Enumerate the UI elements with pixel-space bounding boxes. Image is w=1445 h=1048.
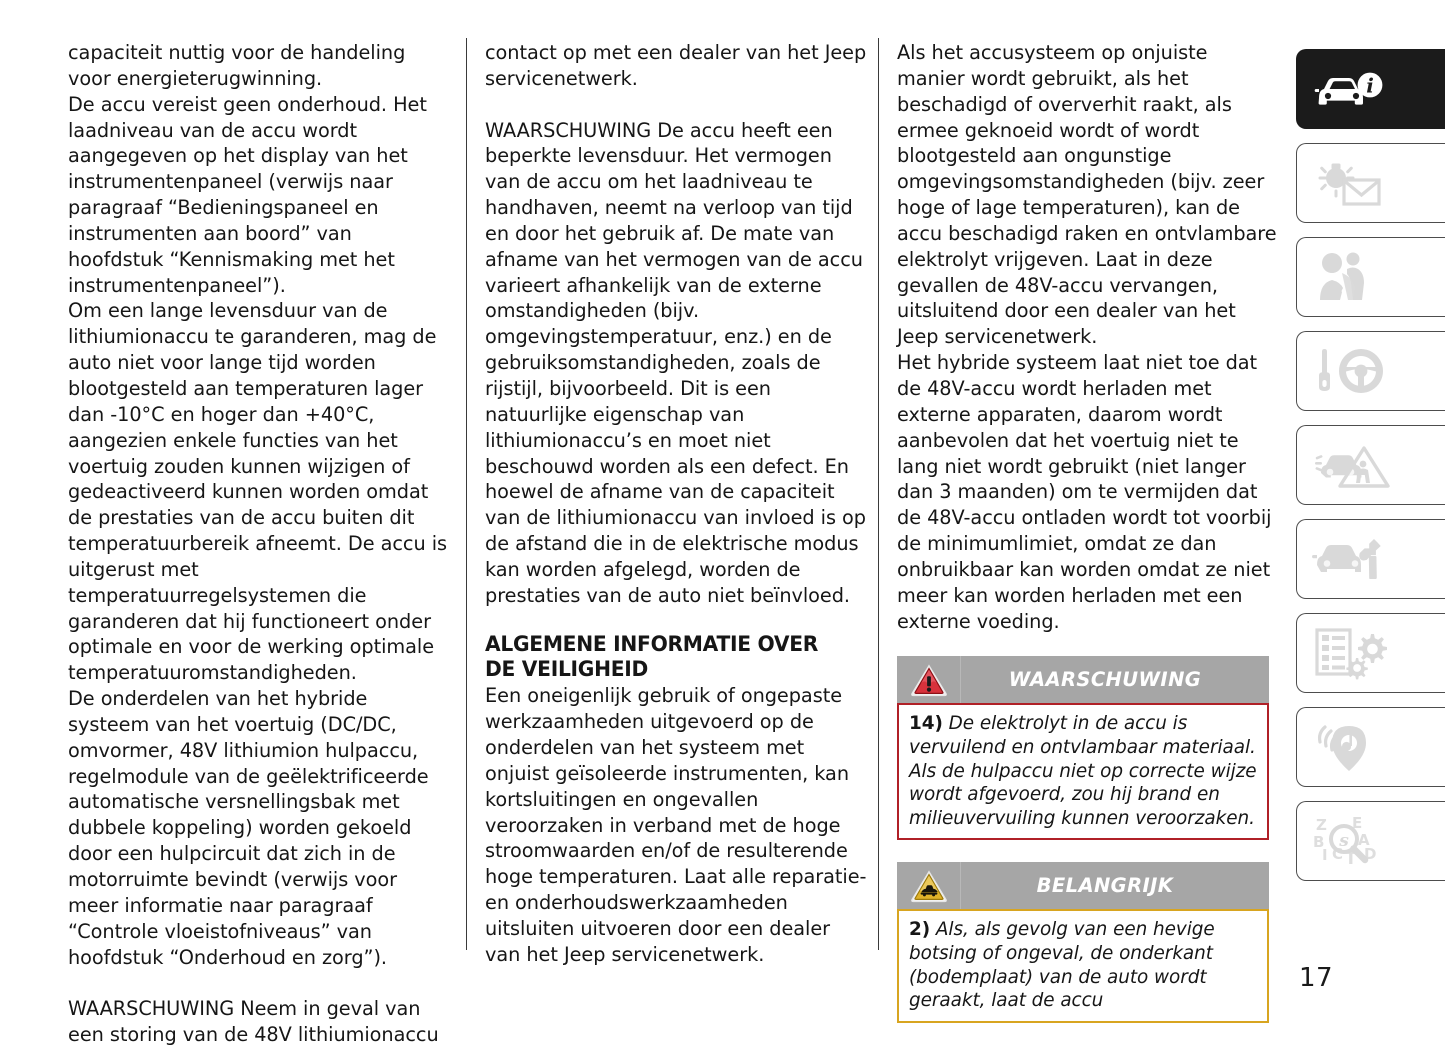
- alphabetical-index-magnifier-icon: [1311, 814, 1397, 868]
- warning-callout-body: [897, 703, 1269, 840]
- text-column-1: [68, 40, 450, 1048]
- svg-text:Z: Z: [1316, 816, 1327, 834]
- sidebar-item-dashboard-warnings[interactable]: [1296, 143, 1445, 223]
- list-gears-icon: [1311, 626, 1393, 680]
- seatbelt-occupant-icon: [1311, 250, 1381, 304]
- sidebar-item-emergency[interactable]: [1296, 425, 1445, 505]
- paragraph: Als het accusysteem op onjuiste manier wordt gebruikt, als het beschadigd of oververhit raakt, als ermee geknoeid wordt of wordt blootgesteld aan ongunstige omgevingsomstandigheden (bijv. zeer hoge of lage temperaturen), kan de accu beschadigd raken en ontvlambare elektrolyt vrijgeven. Laat in deze gevallen de 48V-accu vervangen, uitsluitend door een dealer van het Jeep servicenetwerk.: [897, 41, 1277, 349]
- paragraph: Het hybride systeem laat niet toe dat de 48V-accu wordt herladen met externe apparaten, daarom wordt aanbevolen dat het voertuig niet te lang niet wordt gebruikt (niet langer dan 3 maanden) om te vermijden dat de 48V-accu ontladen wordt tot voorbij de minimumlimiet, omdat ze dan onbruikbaar kan worden omdat ze niet meer kan worden herladen met een externe voeding.: [897, 351, 1272, 633]
- paragraph: Een oneigenlijk gebruik of ongepaste werkzaamheden uitgevoerd op de onderdelen van het systeem met onjuist geïsoleerde instrumenten, kan kortsluitingen en ongevallen veroorzaken in verband met de hoge stroomwaarden en/of de resulterende hoge temperaturen. Laat alle reparatie- en onderhoudswerkzaamheden uitsluiten uitvoeren door een dealer van het Jeep servicenetwerk.: [485, 684, 867, 966]
- svg-text:s: s: [1339, 831, 1349, 851]
- text-column-3: [897, 40, 1279, 1023]
- paragraph: capaciteit nuttig voor de handeling voor energieterugwinning.: [68, 41, 406, 90]
- music-signal-icon: [1311, 720, 1387, 774]
- warning-callout: [897, 656, 1269, 840]
- important-callout-body: [897, 909, 1269, 1022]
- svg-text:i: i: [1366, 73, 1374, 98]
- section-heading: ALGEMENE INFORMATIE OVER DE VEILIGHEID: [485, 630, 819, 681]
- sidebar-item-safety[interactable]: [1296, 237, 1445, 317]
- important-callout-text: Als, als gevolg van een hevige botsing of ongeval, de onderkant (bodemplaat) van de auto wordt geraakt, laat de accu: [909, 919, 1215, 1012]
- important-callout: [897, 862, 1269, 1022]
- important-reference-number: 2): [909, 919, 931, 941]
- paragraph: Om een lange levensduur van de lithiumionaccu te garanderen, mag de auto niet voor lange tijd worden blootgesteld aan temperaturen lager dan -10°C en hoger dan +40°C, aangezien enkele functies van het voertuig zouden kunnen wijzigen of gedeactiveerd kunnen worden omdat de prestaties van de accu buiten dit temperatuurbereik afneemt. De accu is uitgerust met temperatuurregelsystemen die garanderen dat hij functioneert onder optimale en voor de werking optimale temperatuuromstandigheden.: [68, 299, 448, 685]
- column-divider-2: [878, 38, 879, 950]
- sidebar-item-technical-specs[interactable]: [1296, 613, 1445, 693]
- key-steering-wheel-icon: [1311, 345, 1389, 397]
- paragraph: De accu vereist geen onderhoud. Het laadniveau van de accu wordt aangegeven op het display van het instrumentenpaneel (verwijs naar paragraaf “Bedieningspaneel en instrumenten aan boord” van hoofdstuk “Kennismaking met het instrumentenpaneel”).: [68, 92, 427, 297]
- sidebar-item-car-info[interactable]: [1296, 49, 1445, 129]
- page-number: 17: [1299, 963, 1333, 993]
- svg-text:T: T: [1345, 849, 1357, 868]
- warning-paragraph: WAARSCHUWING De accu heeft een beperkte levensduur. Het vermogen van de accu om het laadniveau te handhaven, neemt na verloop van tijd en door het gebruik af. De mate van afname van het vermogen van de accu varieert afhankelijk van de externe omstandigheden (bijv. omgevingstemperatuur, enz.) en de gebruiksomstandigheden, zoals de rijstijl, bijvoorbeeld. Dit is een natuurlijke eigenschap van lithiumionaccu’s en moet niet beschouwd worden als een defect. En hoewel de afname van de capaciteit van de lithiumionaccu van invloed is op de afstand die in de elektrische modus kan worden afgelegd, worden de prestaties van de auto niet beïnvloed.: [485, 118, 866, 607]
- warning-paragraph: WAARSCHUWING Neem in geval van een storing van de 48V lithiumionaccu: [68, 997, 439, 1047]
- warning-callout-text: De elektrolyt in de accu is vervuilend en ontvlambaar materiaal. Als de hulpaccu niet op correcte wijze wordt afgevoerd, zou hij brand en milieuvervuiling kunnen veroorzaken.: [909, 713, 1257, 829]
- svg-text:E: E: [1352, 814, 1363, 832]
- svg-text:D: D: [1364, 845, 1377, 863]
- warning-callout-title: WAARSCHUWING: [1008, 667, 1202, 691]
- car-wrench-icon: [1311, 534, 1393, 584]
- svg-text:C: C: [1332, 845, 1344, 863]
- sidebar-item-multimedia[interactable]: [1296, 707, 1445, 787]
- paragraph: contact op met een dealer van het Jeep servicenetwerk.: [485, 41, 867, 90]
- warning-callout-header: [897, 656, 1269, 703]
- column-divider-1: [466, 38, 467, 950]
- sidebar-item-alphabetical-index[interactable]: [1296, 801, 1445, 881]
- warning-triangle-red-icon: [897, 656, 961, 703]
- breakdown-hazard-triangle-icon: [1311, 439, 1393, 491]
- warning-light-envelope-icon: [1311, 156, 1389, 210]
- sidebar-item-starting-driving[interactable]: [1296, 331, 1445, 411]
- svg-text:B: B: [1313, 833, 1325, 851]
- important-callout-title: BELANGRIJK: [1036, 873, 1174, 897]
- sidebar-item-maintenance[interactable]: [1296, 519, 1445, 599]
- warning-reference-number: 14): [909, 713, 943, 735]
- svg-text:I: I: [1322, 846, 1328, 864]
- important-callout-header: [897, 862, 1269, 909]
- paragraph: De onderdelen van het hybride systeem van het voertuig (DC/DC, omvormer, 48V lithiumion hulpaccu, regelmodule van de geëlektrificeerde automatische versnellingsbak met dubbele koppeling) worden gekoeld door een hulpcircuit dat zich in de motorruimte bevindt (verwijs voor meer informatie naar paragraaf “Controle vloeistofniveaus” van hoofdstuk “Onderhoud en zorg”).: [68, 687, 429, 969]
- text-column-2: [485, 40, 867, 968]
- chapter-tab-rail: [1296, 49, 1445, 895]
- svg-text:A: A: [1358, 831, 1370, 849]
- caution-triangle-yellow-icon: [897, 862, 961, 909]
- car-info-icon: [1311, 65, 1389, 113]
